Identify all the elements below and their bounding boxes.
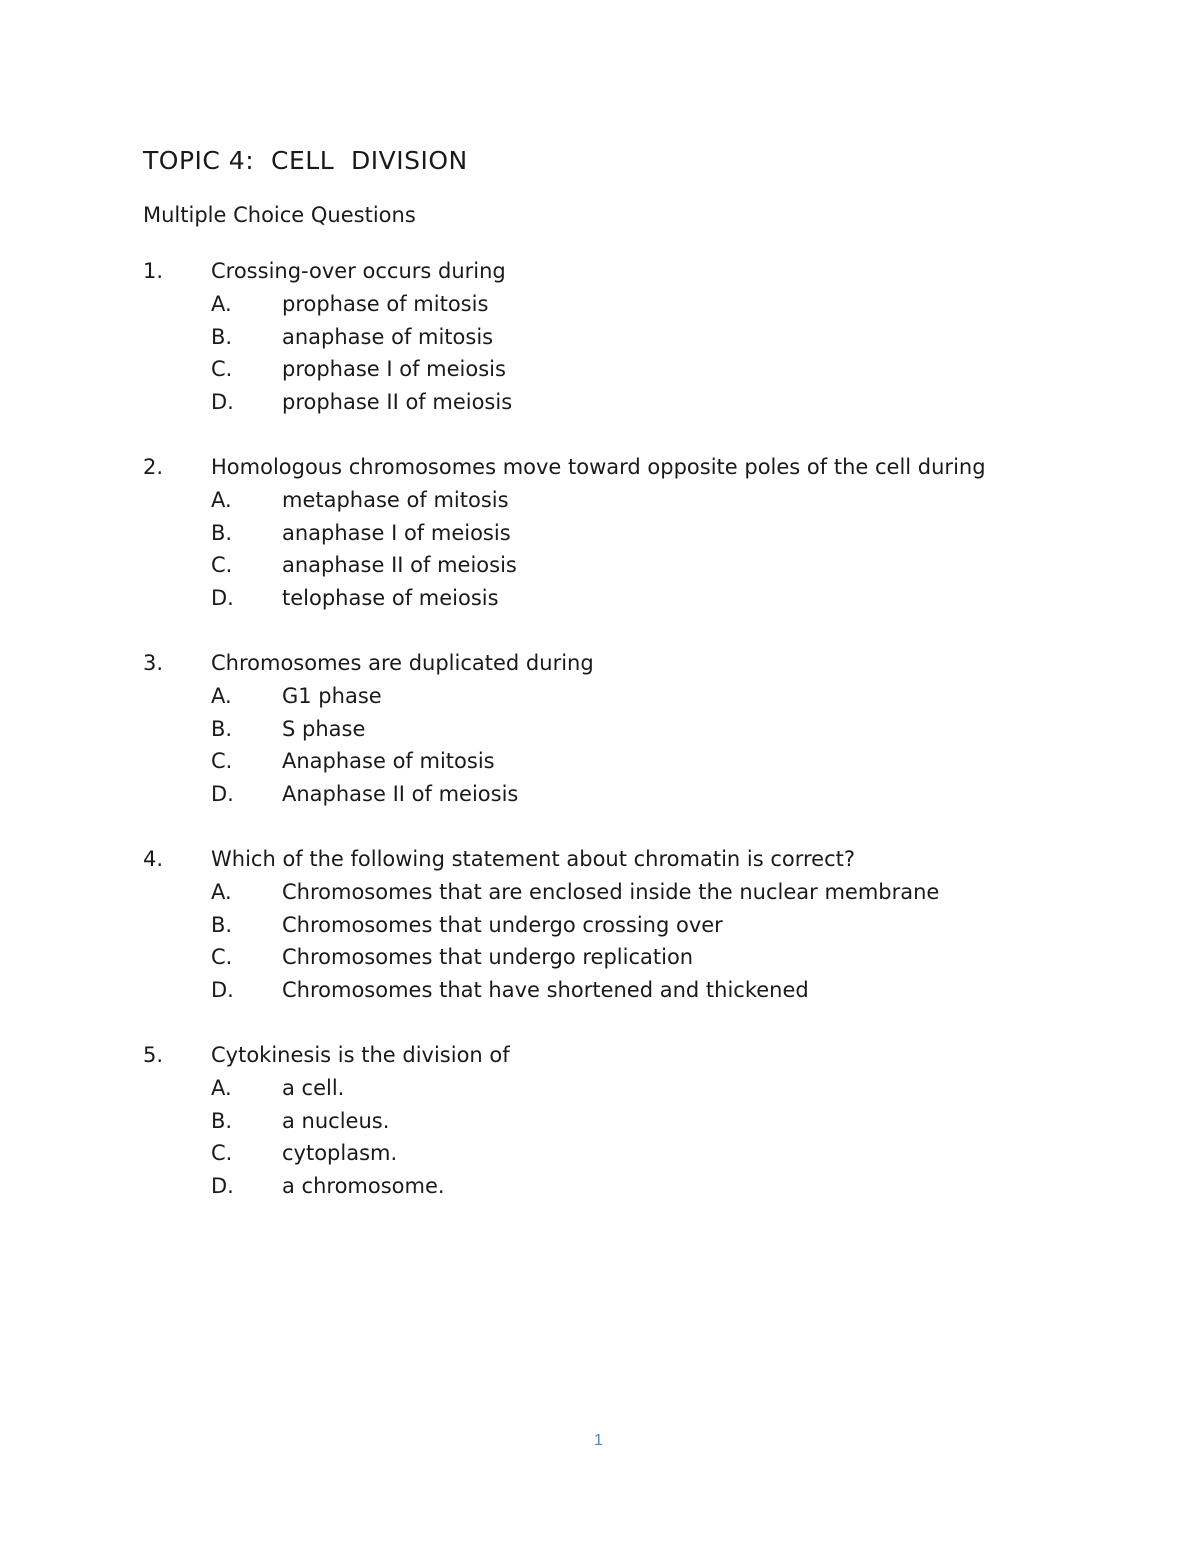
option-a — [143, 876, 1143, 909]
option-text: prophase I of meiosis — [282, 357, 506, 382]
option-text: a nucleus. — [282, 1108, 390, 1133]
option-text: a chromosome. — [282, 1174, 445, 1199]
question-stem — [143, 255, 1143, 288]
option-text: S phase — [282, 716, 366, 741]
question-text: Crossing-over occurs during — [211, 259, 506, 283]
option-letter: B. — [211, 716, 233, 741]
option-text: Chromosomes that undergo crossing over — [282, 912, 723, 937]
option-text: anaphase II of meiosis — [282, 553, 517, 578]
option-a — [143, 1072, 1143, 1105]
option-letter: A. — [211, 1075, 232, 1100]
option-text: Chromosomes that have shortened and thickened — [282, 978, 809, 1003]
question-5 — [143, 1039, 1143, 1203]
question-number: 1. — [143, 259, 164, 283]
option-text: Anaphase of mitosis — [282, 749, 495, 774]
option-text: metaphase of mitosis — [282, 487, 509, 512]
option-letter: B. — [211, 1108, 233, 1133]
option-d — [143, 1170, 1143, 1203]
option-c — [143, 1137, 1143, 1170]
option-b — [143, 321, 1143, 354]
option-letter: A. — [211, 487, 232, 512]
option-text: Chromosomes that undergo replication — [282, 945, 694, 970]
option-letter: D. — [211, 586, 234, 611]
option-text: anaphase of mitosis — [282, 324, 494, 349]
option-letter: A. — [211, 291, 232, 316]
option-letter: C. — [211, 357, 233, 382]
page-title: TOPIC 4: CELL DIVISION — [143, 146, 468, 175]
question-stem — [143, 1039, 1143, 1072]
option-letter: A. — [211, 683, 232, 708]
option-text: a cell. — [282, 1075, 345, 1100]
option-c — [143, 941, 1143, 974]
option-text: anaphase I of meiosis — [282, 520, 511, 545]
option-text: cytoplasm. — [282, 1141, 398, 1166]
question-number: 3. — [143, 650, 164, 675]
option-letter: A. — [211, 879, 232, 904]
option-text: prophase II of meiosis — [282, 390, 513, 415]
option-b — [143, 517, 1143, 550]
question-2 — [143, 451, 1143, 615]
option-text: prophase of mitosis — [282, 291, 489, 316]
question-text: Homologous chromosomes move toward opposite poles of the cell during — [211, 454, 986, 479]
question-stem — [143, 451, 1143, 484]
option-c — [143, 353, 1143, 386]
question-number: 4. — [143, 846, 164, 871]
option-d — [143, 778, 1143, 811]
question-stem — [143, 647, 1143, 680]
page-number: 1 — [594, 1432, 603, 1449]
option-letter: C. — [211, 945, 233, 970]
question-text: Cytokinesis is the division of — [211, 1042, 510, 1067]
option-text: G1 phase — [282, 683, 382, 708]
question-text: Which of the following statement about chromatin is correct? — [211, 846, 856, 871]
option-letter: D. — [211, 782, 234, 807]
question-stem — [143, 843, 1143, 876]
option-b — [143, 713, 1143, 746]
option-letter: B. — [211, 912, 233, 937]
option-letter: C. — [211, 749, 233, 774]
option-d — [143, 582, 1143, 615]
option-b — [143, 909, 1143, 942]
question-text: Chromosomes are duplicated during — [211, 650, 594, 675]
question-1 — [143, 255, 1143, 419]
option-d — [143, 386, 1143, 419]
option-c — [143, 745, 1143, 778]
section-subtitle: Multiple Choice Questions — [143, 203, 416, 227]
option-a — [143, 680, 1143, 713]
option-c — [143, 549, 1143, 582]
option-d — [143, 974, 1143, 1007]
option-letter: D. — [211, 978, 234, 1003]
option-text: telophase of meiosis — [282, 586, 499, 611]
option-letter: C. — [211, 553, 233, 578]
question-4 — [143, 843, 1143, 1007]
option-b — [143, 1105, 1143, 1138]
option-a — [143, 288, 1143, 321]
option-letter: B. — [211, 520, 233, 545]
question-3 — [143, 647, 1143, 811]
question-number: 2. — [143, 454, 164, 479]
question-number: 5. — [143, 1042, 164, 1067]
option-text: Anaphase II of meiosis — [282, 782, 519, 807]
option-letter: C. — [211, 1141, 233, 1166]
option-a — [143, 484, 1143, 517]
option-text: Chromosomes that are enclosed inside the nuclear membrane — [282, 879, 940, 904]
option-letter: D. — [211, 390, 234, 415]
option-letter: B. — [211, 324, 233, 349]
option-letter: D. — [211, 1174, 234, 1199]
question-list — [143, 255, 1143, 1235]
